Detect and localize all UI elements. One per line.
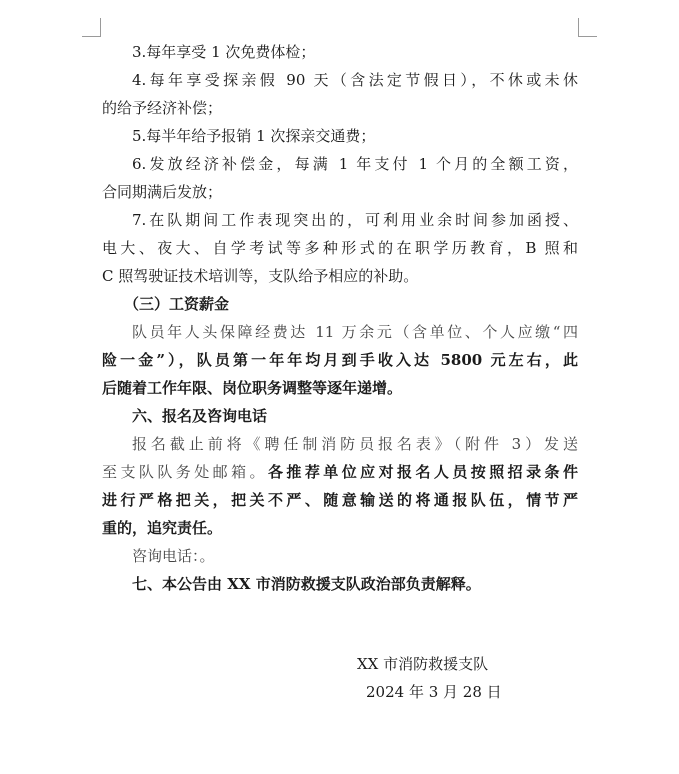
registration-line2-bold: 各推荐单位应对报名人员按照招录条件 <box>267 463 578 481</box>
benefit-item-3: 3.每年享受 1 次免费体检； <box>132 43 316 61</box>
signature-date: 2024 年 3 月 28 日 <box>366 683 502 701</box>
registration-line3: 进行严格把关，把关不严、随意输送的将通报队伍，情节严 <box>102 491 578 509</box>
registration-line2 <box>102 462 578 482</box>
section-heading-salary: （三）工资薪金 <box>124 295 230 313</box>
benefit-item-4-line1: 4.每年享受探亲假 90 天（含法定节假日），不休或未休 <box>132 71 578 89</box>
page-corner-mark-left <box>82 18 101 37</box>
page-corner-mark-right <box>578 18 597 37</box>
benefit-item-4-line2: 的给予经济补偿； <box>102 99 223 117</box>
section-heading-interpretation: 七、本公告由 XX 市消防救援支队政治部负责解释。 <box>132 575 481 593</box>
signature-organization: XX 市消防救援支队 <box>357 655 489 673</box>
salary-paragraph-line3: 后随着工作年限、岗位职务调整等逐年递增。 <box>102 379 403 397</box>
registration-line4: 重的，追究责任。 <box>102 519 223 537</box>
registration-line2-plain: 至支队队务处邮箱。 <box>102 463 268 481</box>
benefit-item-6-line1: 6.发放经济补偿金，每满 1 年支付 1 个月的全额工资， <box>132 155 578 173</box>
section-heading-registration: 六、报名及咨询电话 <box>132 407 268 425</box>
benefit-item-7-line3: C 照驾驶证技术培训等，支队给予相应的补助。 <box>102 267 419 285</box>
consult-phone: 咨询电话：。 <box>132 547 215 565</box>
benefit-item-5: 5.每半年给予报销 1 次探亲交通费； <box>132 127 376 145</box>
salary-paragraph-line1: 队员年人头保障经费达 11 万余元（含单位、个人应缴“四 <box>132 323 578 341</box>
benefit-item-7-line2: 电大、夜大、自学考试等多种形式的在职学历教育，B 照和 <box>102 239 578 257</box>
salary-paragraph-line2: 险一金”），队员第一年年均月到手收入达 5800 元左右，此 <box>102 351 578 369</box>
registration-line1: 报名截止前将《聘任制消防员报名表》（附件 3）发送 <box>132 435 578 453</box>
benefit-item-6-line2: 合同期满后发放； <box>102 183 223 201</box>
benefit-item-7-line1: 7.在队期间工作表现突出的，可利用业余时间参加函授、 <box>132 211 578 229</box>
